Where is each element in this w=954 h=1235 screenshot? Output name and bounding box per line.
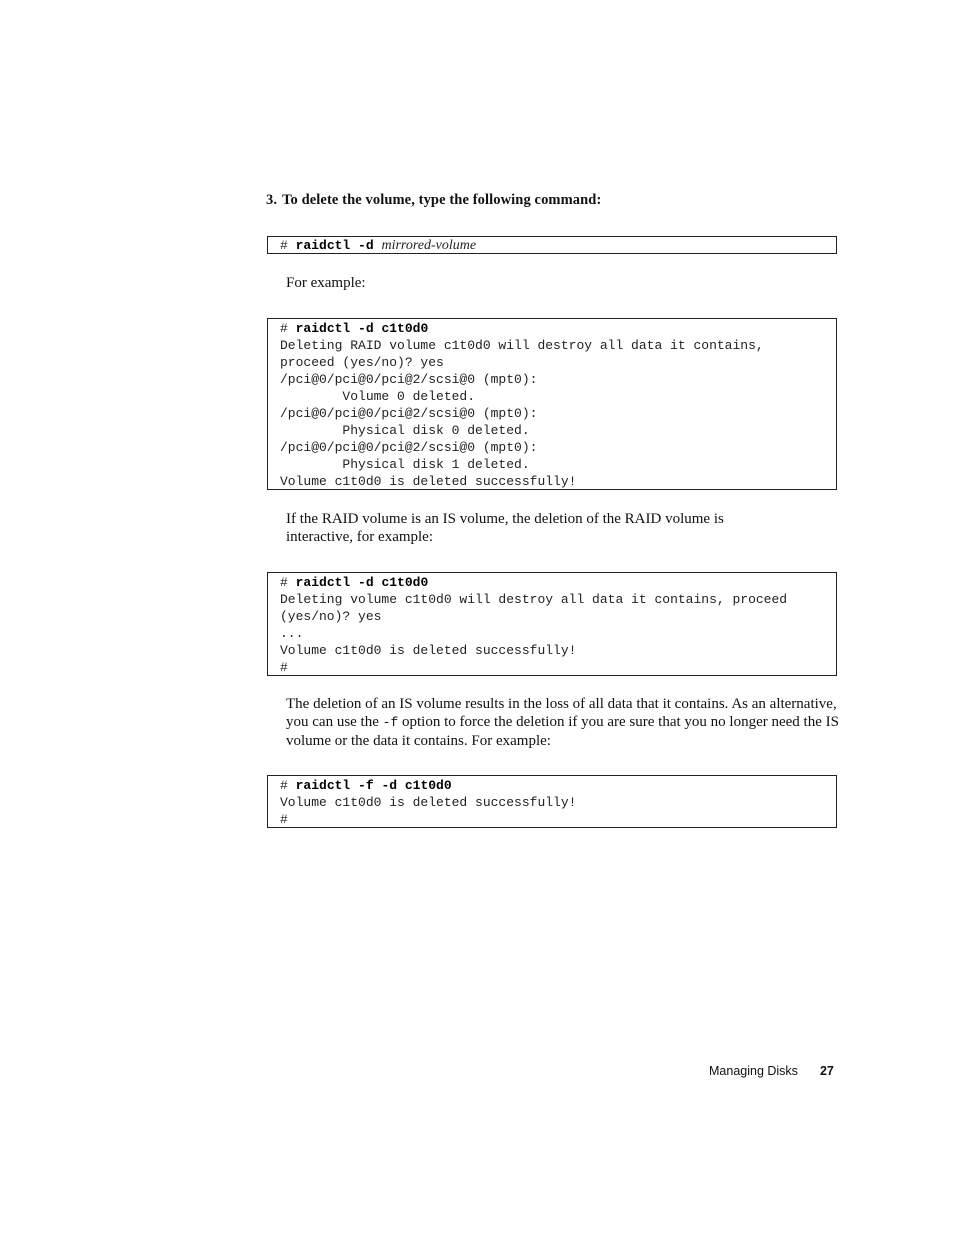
step-heading xyxy=(266,192,601,209)
syntax-code-block xyxy=(267,236,837,254)
example-code-block-1 xyxy=(267,318,837,490)
code-line xyxy=(280,574,836,591)
command-text: raidctl -d xyxy=(295,238,374,253)
shell-prompt: # xyxy=(280,321,288,336)
code-output-line: Volume c1t0d0 is deleted successfully! xyxy=(280,643,577,658)
command-text: raidctl -f -d c1t0d0 xyxy=(295,778,452,793)
page-footer xyxy=(709,1064,834,1078)
command-argument: mirrored-volume xyxy=(381,238,477,253)
code-output-line: Volume c1t0d0 is deleted successfully! xyxy=(280,474,577,489)
code-output-line: proceed (yes/no)? yes xyxy=(280,355,444,370)
code-output-line: (yes/no)? yes xyxy=(280,609,382,624)
code-line xyxy=(280,320,836,337)
code-output-line: /pci@0/pci@0/pci@2/scsi@0 (mpt0): xyxy=(280,440,538,455)
example-code-block-3 xyxy=(267,775,837,828)
is-volume-paragraph: If the RAID volume is an IS volume, the deletion of the RAID volume is interactive, for example: xyxy=(286,511,724,545)
step-heading-text: To delete the volume, type the following command: xyxy=(282,192,602,208)
code-output-line: Physical disk 1 deleted. xyxy=(280,457,530,472)
code-line xyxy=(280,777,836,794)
page-number: 27 xyxy=(819,1064,834,1078)
force-paragraph-text-before: The deletion of an IS volume results in the loss of all data that it contains. As an alternative, you can use the xyxy=(286,696,837,730)
code-output-line: /pci@0/pci@0/pci@2/scsi@0 (mpt0): xyxy=(280,406,538,421)
shell-prompt: # xyxy=(280,778,288,793)
code-line xyxy=(280,237,836,254)
code-output-line: Deleting volume c1t0d0 will destroy all data it contains, proceed xyxy=(280,592,788,607)
force-option-flag: -f xyxy=(382,715,399,730)
shell-prompt: # xyxy=(280,238,288,253)
code-output-line: # xyxy=(280,660,288,675)
shell-prompt: # xyxy=(280,575,288,590)
code-output-line: Volume 0 deleted. xyxy=(280,389,476,404)
command-text: raidctl -d c1t0d0 xyxy=(295,321,429,336)
code-output-line: /pci@0/pci@0/pci@2/scsi@0 (mpt0): xyxy=(280,372,538,387)
code-output-line: Volume c1t0d0 is deleted successfully! xyxy=(280,795,577,810)
code-output-line: # xyxy=(280,812,288,827)
code-output-line: Deleting RAID volume c1t0d0 will destroy all data it contains, xyxy=(280,338,764,353)
force-paragraph-text-after: option to force the deletion if you are sure that you no longer need the IS volume or the data it contains. For example: xyxy=(286,714,839,749)
code-output-line: ... xyxy=(280,626,304,641)
for-example-paragraph: For example: xyxy=(286,275,366,291)
step-number: 3. xyxy=(266,192,278,208)
force-option-paragraph xyxy=(286,695,842,750)
code-output-line: Physical disk 0 deleted. xyxy=(280,423,530,438)
example-code-block-2 xyxy=(267,572,837,676)
command-text: raidctl -d c1t0d0 xyxy=(295,575,429,590)
footer-section-title: Managing Disks xyxy=(709,1064,798,1078)
